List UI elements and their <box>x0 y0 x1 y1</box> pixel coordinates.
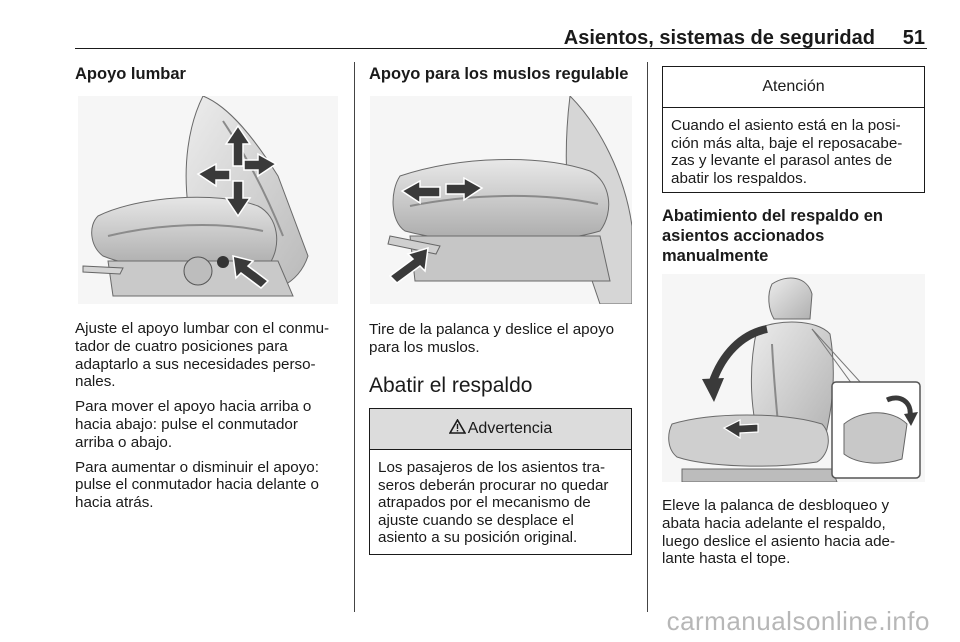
lumbar-seat-illustration <box>78 96 338 304</box>
watermark: carmanualsonline.info <box>666 606 930 636</box>
column-lumbar <box>75 64 343 84</box>
fold-backrest-illustration <box>662 274 925 482</box>
notice-body: Cuando el asiento está en la posi- ción más alta, baje el reposacabe- zas y levante el parasol antes de abatir los respaldos. <box>671 117 903 187</box>
warning-box <box>369 408 632 555</box>
heading-thigh-support: Apoyo para los muslos regulable <box>369 65 629 83</box>
paragraph: Tire de la palanca y deslice el apoyo para los muslos. <box>369 321 615 356</box>
thigh-support-illustration <box>370 96 632 304</box>
header-rule <box>75 48 927 49</box>
paragraph: Ajuste el apoyo lumbar con el conmu- tador de cuatro posiciones para adaptarlo a sus necesidades perso- nales. <box>75 320 330 391</box>
chapter-title: Asientos, sistemas de seguridad <box>563 27 875 49</box>
section-title: Abatir el respaldo <box>369 374 533 397</box>
paragraph: Para mover el apoyo hacia arriba o hacia abajo: pulse el conmutador arriba o abajo. <box>75 398 312 451</box>
warning-title: Advertencia <box>467 420 553 437</box>
warning-body: Los pasajeros de los asientos tra- seros deberán procurar no quedar atrapados por el mecanismo de ajuste cuando se desplace el asiento a su posición original. <box>378 459 609 547</box>
column-thigh-support <box>369 64 639 84</box>
column-fold-manual <box>662 206 927 266</box>
column-divider <box>647 62 648 612</box>
section-fold-backrest <box>369 373 639 399</box>
heading-lumbar: Apoyo lumbar <box>75 65 186 83</box>
warning-header <box>370 409 631 450</box>
warning-triangle-icon <box>449 419 466 439</box>
paragraph: Para aumentar o disminuir el apoyo: pulse el conmutador hacia delante o hacia atrás. <box>75 458 320 512</box>
notice-header <box>663 67 924 108</box>
paragraph: Eleve la palanca de desbloqueo y abata hacia adelante el respaldo, luego deslice el asiento hacia ade- lante hasta el tope. <box>662 497 896 568</box>
fold-manual-text <box>662 497 927 568</box>
page-number: 51 <box>902 27 925 49</box>
notice-title: Atención <box>762 78 825 95</box>
thigh-text <box>369 321 639 357</box>
column-divider <box>354 62 355 612</box>
heading-fold-manual: Abatimiento del respaldo en asientos accionados manualmente <box>662 207 883 265</box>
notice-box <box>662 66 925 193</box>
lumbar-text <box>75 320 350 512</box>
